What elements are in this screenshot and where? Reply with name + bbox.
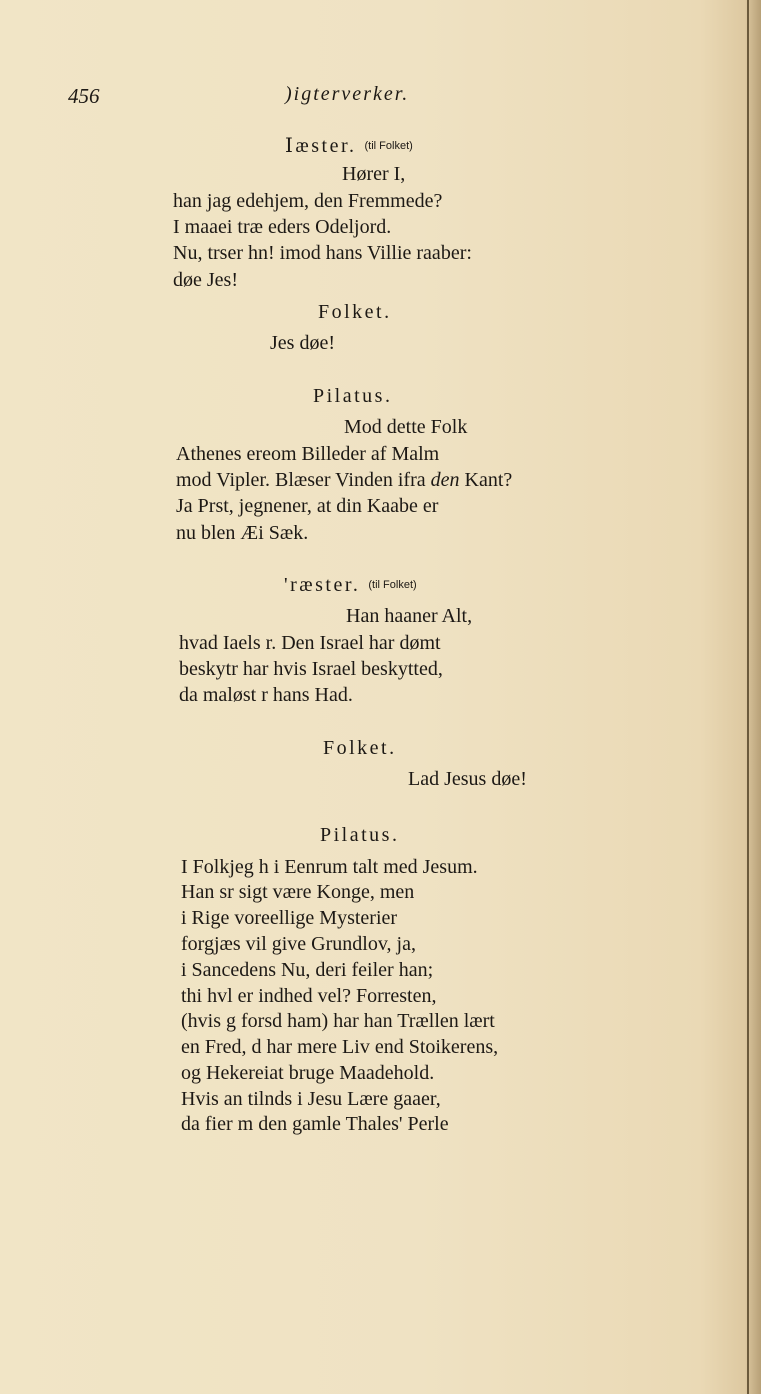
speaker-heading xyxy=(320,824,399,847)
verse-line: Ja Prst, jegnener, at din Kaabe er xyxy=(176,495,439,517)
page-number: 456 xyxy=(68,84,100,108)
speaker-heading xyxy=(285,133,413,158)
verse-line: forgjæs vil give Grundlov, ja, xyxy=(181,933,416,955)
verse-line: I Folkjeg h i Eenrum talt med Jesum. xyxy=(181,856,478,878)
verse-line: i Sancedens Nu, deri feiler han; xyxy=(181,959,434,981)
speaker-name: Ⅰæster. xyxy=(285,135,357,157)
page-edge-line xyxy=(747,0,749,1394)
verse-line: beskytr har hvis Israel beskytted, xyxy=(179,658,443,680)
speaker-name: Pilatus. xyxy=(313,385,393,407)
speaker-heading xyxy=(313,385,392,408)
speaker-name: 'ræster. xyxy=(284,574,361,596)
verse-line: han jag edehjem, den Fremmede? xyxy=(173,190,443,212)
verse-line: i Rige voreellige Mysterier xyxy=(181,907,398,929)
verse-line: hvad Iaels r. Den Israel har dømt xyxy=(179,632,441,654)
verse-line: I maaei træ eders Odeljord. xyxy=(173,216,392,238)
verse-line: Hører I, xyxy=(342,163,406,185)
italic-word: den xyxy=(430,469,460,491)
verse-line: døe Jes! xyxy=(173,269,238,291)
verse-line: da fier m den gamle Thales' Perle xyxy=(181,1113,449,1135)
verse-line: thi hvl er indhed vel? Forresten, xyxy=(181,985,437,1007)
verse-line: Mod dette Folk xyxy=(344,416,468,438)
speaker-heading xyxy=(318,301,392,324)
speaker-name: Pilatus. xyxy=(320,824,400,846)
running-head: )igterverker. xyxy=(285,83,410,105)
verse-line: Hvis an tilnds i Jesu Lære gaaer, xyxy=(181,1088,441,1110)
verse-line: Han haaner Alt, xyxy=(346,605,473,627)
verse-line: Nu, trser hn! imod hans Villie raaber: xyxy=(173,242,472,264)
stage-direction: (til Folket) xyxy=(364,140,413,152)
verse-line xyxy=(176,468,512,492)
speaker-heading xyxy=(284,574,417,597)
verse-line: Lad Jesus døe! xyxy=(408,768,527,790)
verse-text: Kant? xyxy=(464,469,513,491)
verse-line: Han sr sigt være Konge, men xyxy=(181,881,415,903)
verse-text: mod Vipler. Blæser Vinden ifra xyxy=(176,469,426,491)
stage-direction: (til Folket) xyxy=(368,579,417,591)
verse-line: (hvis g forsd ham) har han Trællen lært xyxy=(181,1010,495,1032)
speaker-name: Folket. xyxy=(323,737,397,759)
speaker-name: Folket. xyxy=(318,301,392,323)
verse-line: Athenes ereom Billeder af Malm xyxy=(176,443,440,465)
verse-line: Jes døe! xyxy=(270,332,335,354)
speaker-heading xyxy=(323,737,397,760)
verse-line: en Fred, d har mere Liv end Stoikerens, xyxy=(181,1036,499,1058)
verse-line: nu blen Æi Sæk. xyxy=(176,522,309,544)
verse-line: da maløst r hans Had. xyxy=(179,684,353,706)
verse-line: og Hekereiat bruge Maadehold. xyxy=(181,1062,435,1084)
